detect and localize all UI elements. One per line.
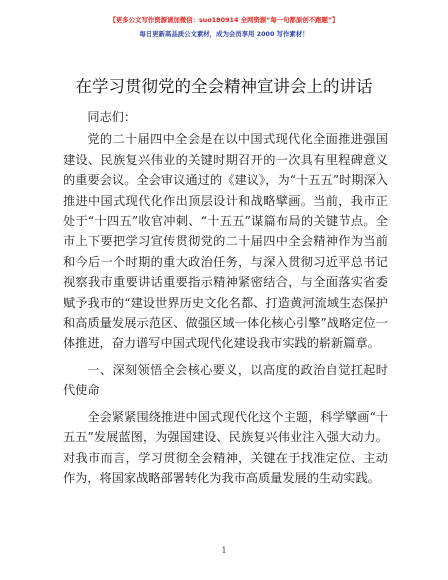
- page-number: 1: [221, 546, 227, 555]
- section-paragraph: 全会紧紧围绕推进中国式现代化这个主题，科学擘画“十五五”发展蓝图，为强国建设、民族复兴伟业注入强大动力。对我市而言，学习贯彻全会精神，关键在于找准定位、主动作为，将国家战略部署转化为我市高质量发展的生动实践。: [63, 409, 388, 485]
- greeting: 同志们：: [87, 110, 137, 124]
- promo-banner-line1: 【更多公文写作资源请加微信：suo180914 全网资源“每一句都原创不跑题”】: [109, 16, 339, 24]
- document-body: [63, 107, 388, 488]
- document-title: 在学习贯彻党的全会精神宣讲会上的讲话: [75, 77, 373, 96]
- intro-paragraph: 党的二十届四中全会是在以中国式现代化全面推进强国建设、民族复兴伟业的关键时期召开的一次具有里程碑意义的重要会议。全会审议通过的《建议》，为“十五五”时期深入推进中国式现代化作出顶层设计和战略擘画。当前，我市正处于“十四五”收官冲刺、“十五五”谋篇布局的关键节点。全市上下要把学习宣传贯彻党的二十届四中全会精神作为当前和今后一个时期的重大政治任务，与深入贯彻习近平总书记视察我市重要讲话重要指示精神紧密结合，与全面落实省委赋予我市的“建设世界历史文化名都、打造黄河流域生态保护和高质量发展示范区、做强区域一体化核心引擎”战略定位一体推进，奋力谱写中国式现代化建设我市实践的崭新篇章。: [63, 132, 388, 351]
- promo-banner-line2: 每日更新高品质公文素材，成为会员享用 2000 写作素材！: [139, 30, 309, 38]
- section-heading: 一、深刻领悟全会核心要义，以高度的政治自觉扛起时代使命: [63, 362, 388, 398]
- promo-banner: [0, 14, 448, 40]
